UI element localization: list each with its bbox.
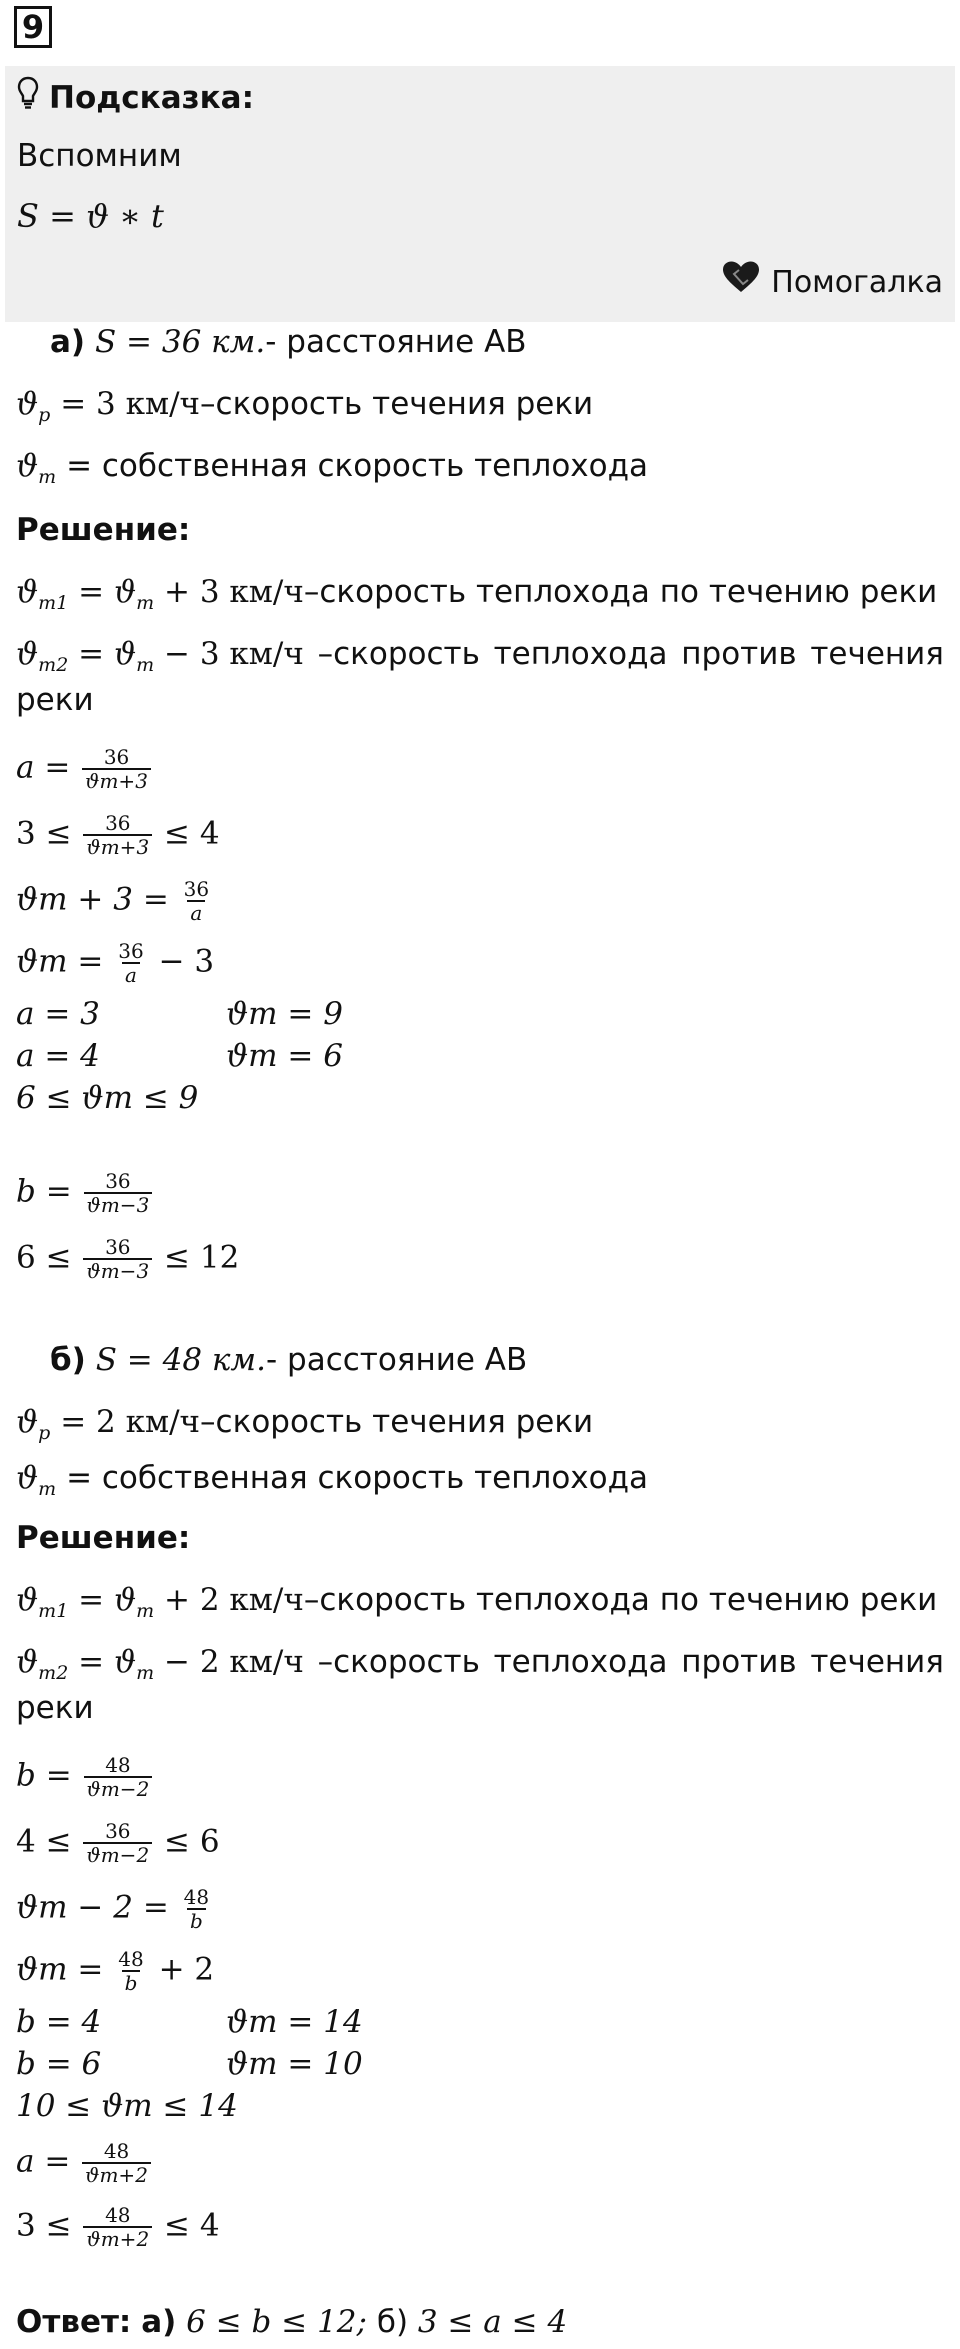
fraction: $\frac{48}{ϑт+2}$: [82, 2140, 151, 2186]
part-b-upstream: $ϑ_{т2} = ϑ_т - 2$ км/ч –скорость теплохода против течения: [16, 1642, 944, 1693]
part-b-given: [50, 1340, 527, 1380]
downstream-desc: –скорость теплохода по течению реки: [303, 574, 938, 610]
fraction: $\frac{48}{b}$: [118, 1947, 144, 1995]
part-b-upstream-wrap: реки: [16, 1690, 94, 1726]
lightbulb-icon: [17, 76, 39, 120]
eq-a-inequality: 3 ≤ $\frac{36}{ϑт+3}$ ≤ 4: [16, 811, 220, 859]
eq-a-speed-sum: ϑт + 3 = $\frac{36}{a}$: [16, 878, 214, 924]
eq-a-definition: a = $\frac{36}{ϑт+3}$: [16, 746, 153, 792]
fraction: $\frac{36}{ϑт-3}$: [84, 1170, 153, 1216]
eq-a-speed: ϑт = $\frac{36}{a}$ − 3: [16, 939, 215, 987]
part-a-river-speed: $ϑ_р = 3$ км/ч–скорость течения реки: [16, 386, 594, 426]
part-b-distance: S = 48 км.: [95, 1342, 266, 1378]
river-speed-value: = 3 км/ч: [60, 386, 201, 422]
fraction: $\frac{36}{a}$: [183, 877, 210, 925]
fraction: $\frac{36}{ϑт+3}$: [83, 812, 152, 858]
part-b-distance-desc: - расстояние АВ: [265, 1342, 528, 1378]
helper-link[interactable]: [721, 260, 943, 305]
eq-b2-case1: b = 4 ϑт = 14: [16, 2004, 363, 2040]
part-b-river-speed: $ϑ_р = 2$ км/ч–скорость течения реки: [16, 1404, 594, 1444]
upstream-word: теплохода: [493, 636, 668, 672]
upstream-word: против: [681, 1644, 797, 1680]
eq-b2-speed: ϑт = $\frac{48}{b}$ + 2: [16, 1947, 215, 1995]
upstream-word: течения: [810, 636, 944, 672]
eq-b2-inequality: 4 ≤ $\frac{36}{ϑт-2}$ ≤ 6: [16, 1819, 220, 1867]
helper-label[interactable]: Помогалка: [771, 264, 943, 300]
upstream-word: –скорость: [317, 1644, 480, 1680]
hint-header: [17, 76, 254, 120]
part-a-distance-desc: - расстояние АВ: [265, 324, 527, 360]
upstream-word: –скорость: [317, 636, 480, 672]
eq-b2-speed-diff: ϑт − 2 = $\frac{48}{b}$: [16, 1886, 214, 1932]
eq-a-case2: a = 4 ϑт = 6: [16, 1038, 343, 1074]
eq-b2-definition: b = $\frac{48}{ϑт-2}$: [16, 1754, 154, 1800]
answer-part-a: 6 ≤ b ≤ 12;: [186, 2304, 367, 2340]
part-a-downstream: $ϑ_{т1} = ϑ_т + 3$ км/ч–скорость теплохода по течению реки: [16, 574, 938, 614]
part-a-upstream: $ϑ_{т2} = ϑ_т - 3$ км/ч –скорость теплохода против течения: [16, 634, 944, 685]
fraction: $\frac{36}{ϑт+3}$: [82, 746, 151, 792]
eq-b-definition: b = $\frac{36}{ϑт-3}$: [16, 1170, 154, 1216]
part-b-downstream: $ϑ_{т1} = ϑ_т + 2$ км/ч–скорость теплохода по течению реки: [16, 1582, 938, 1622]
upstream-word: против: [681, 636, 797, 672]
part-b-own-speed: $ϑ_т$ = собственная скорость теплохода: [16, 1460, 649, 1500]
hint-title: Подсказка:: [49, 80, 254, 116]
hint-text: Вспомним: [17, 138, 182, 174]
task-number: 9: [14, 6, 52, 48]
eq-a2-inequality: 3 ≤ $\frac{48}{ϑт+2}$ ≤ 4: [16, 2203, 220, 2251]
upstream-tail: − 3 км/ч: [164, 636, 304, 672]
eq-a-range: 6 ≤ ϑт ≤ 9: [16, 1080, 199, 1116]
fraction: $\frac{36}{ϑт-2}$: [83, 1820, 152, 1866]
fraction: $\frac{36}{a}$: [118, 939, 144, 987]
hint-formula: S = ϑ ∗ t: [17, 197, 164, 235]
upstream-word: течения: [810, 1644, 944, 1680]
eq-b2-range: 10 ≤ ϑт ≤ 14: [16, 2088, 238, 2124]
part-a-label: а): [50, 324, 86, 360]
part-b-solution-title: Решение:: [16, 1520, 191, 1556]
own-speed-desc: = собственная скорость теплохода: [66, 448, 649, 484]
eq-a-case1: a = 3 ϑт = 9: [16, 996, 343, 1032]
hint-box: [5, 66, 955, 322]
answer-label: Ответ:: [16, 2304, 132, 2340]
eq-b-inequality: 6 ≤ $\frac{36}{ϑт-3}$ ≤ 12: [16, 1235, 240, 1283]
part-a-upstream-wrap: реки: [16, 682, 94, 718]
part-a-given: [50, 322, 527, 362]
eq-b2-case2: b = 6 ϑт = 10: [16, 2046, 363, 2082]
answer-line: Ответ: а) 6 ≤ b ≤ 12; б) 3 ≤ a ≤ 4: [16, 2304, 568, 2340]
downstream-tail: + 3 км/ч: [164, 574, 304, 610]
answer-part-b: 3 ≤ a ≤ 4: [417, 2304, 568, 2340]
fraction: $\frac{48}{ϑт+2}$: [83, 2204, 152, 2250]
upstream-word: теплохода: [493, 1644, 668, 1680]
part-a-own-speed: $ϑ_т$ = собственная скорость теплохода: [16, 448, 649, 488]
part-b-label: б): [50, 1342, 86, 1378]
eq-a2-definition: a = $\frac{48}{ϑт+2}$: [16, 2140, 153, 2186]
fraction: $\frac{48}{b}$: [183, 1885, 210, 1933]
heart-icon: [721, 260, 761, 305]
fraction: $\frac{48}{ϑт-2}$: [84, 1754, 153, 1800]
river-speed-desc: –скорость течения реки: [200, 386, 594, 422]
part-a-solution-title: Решение:: [16, 512, 191, 548]
fraction: $\frac{36}{ϑт-3}$: [83, 1236, 152, 1282]
part-a-distance: S = 36 км.: [94, 324, 266, 360]
